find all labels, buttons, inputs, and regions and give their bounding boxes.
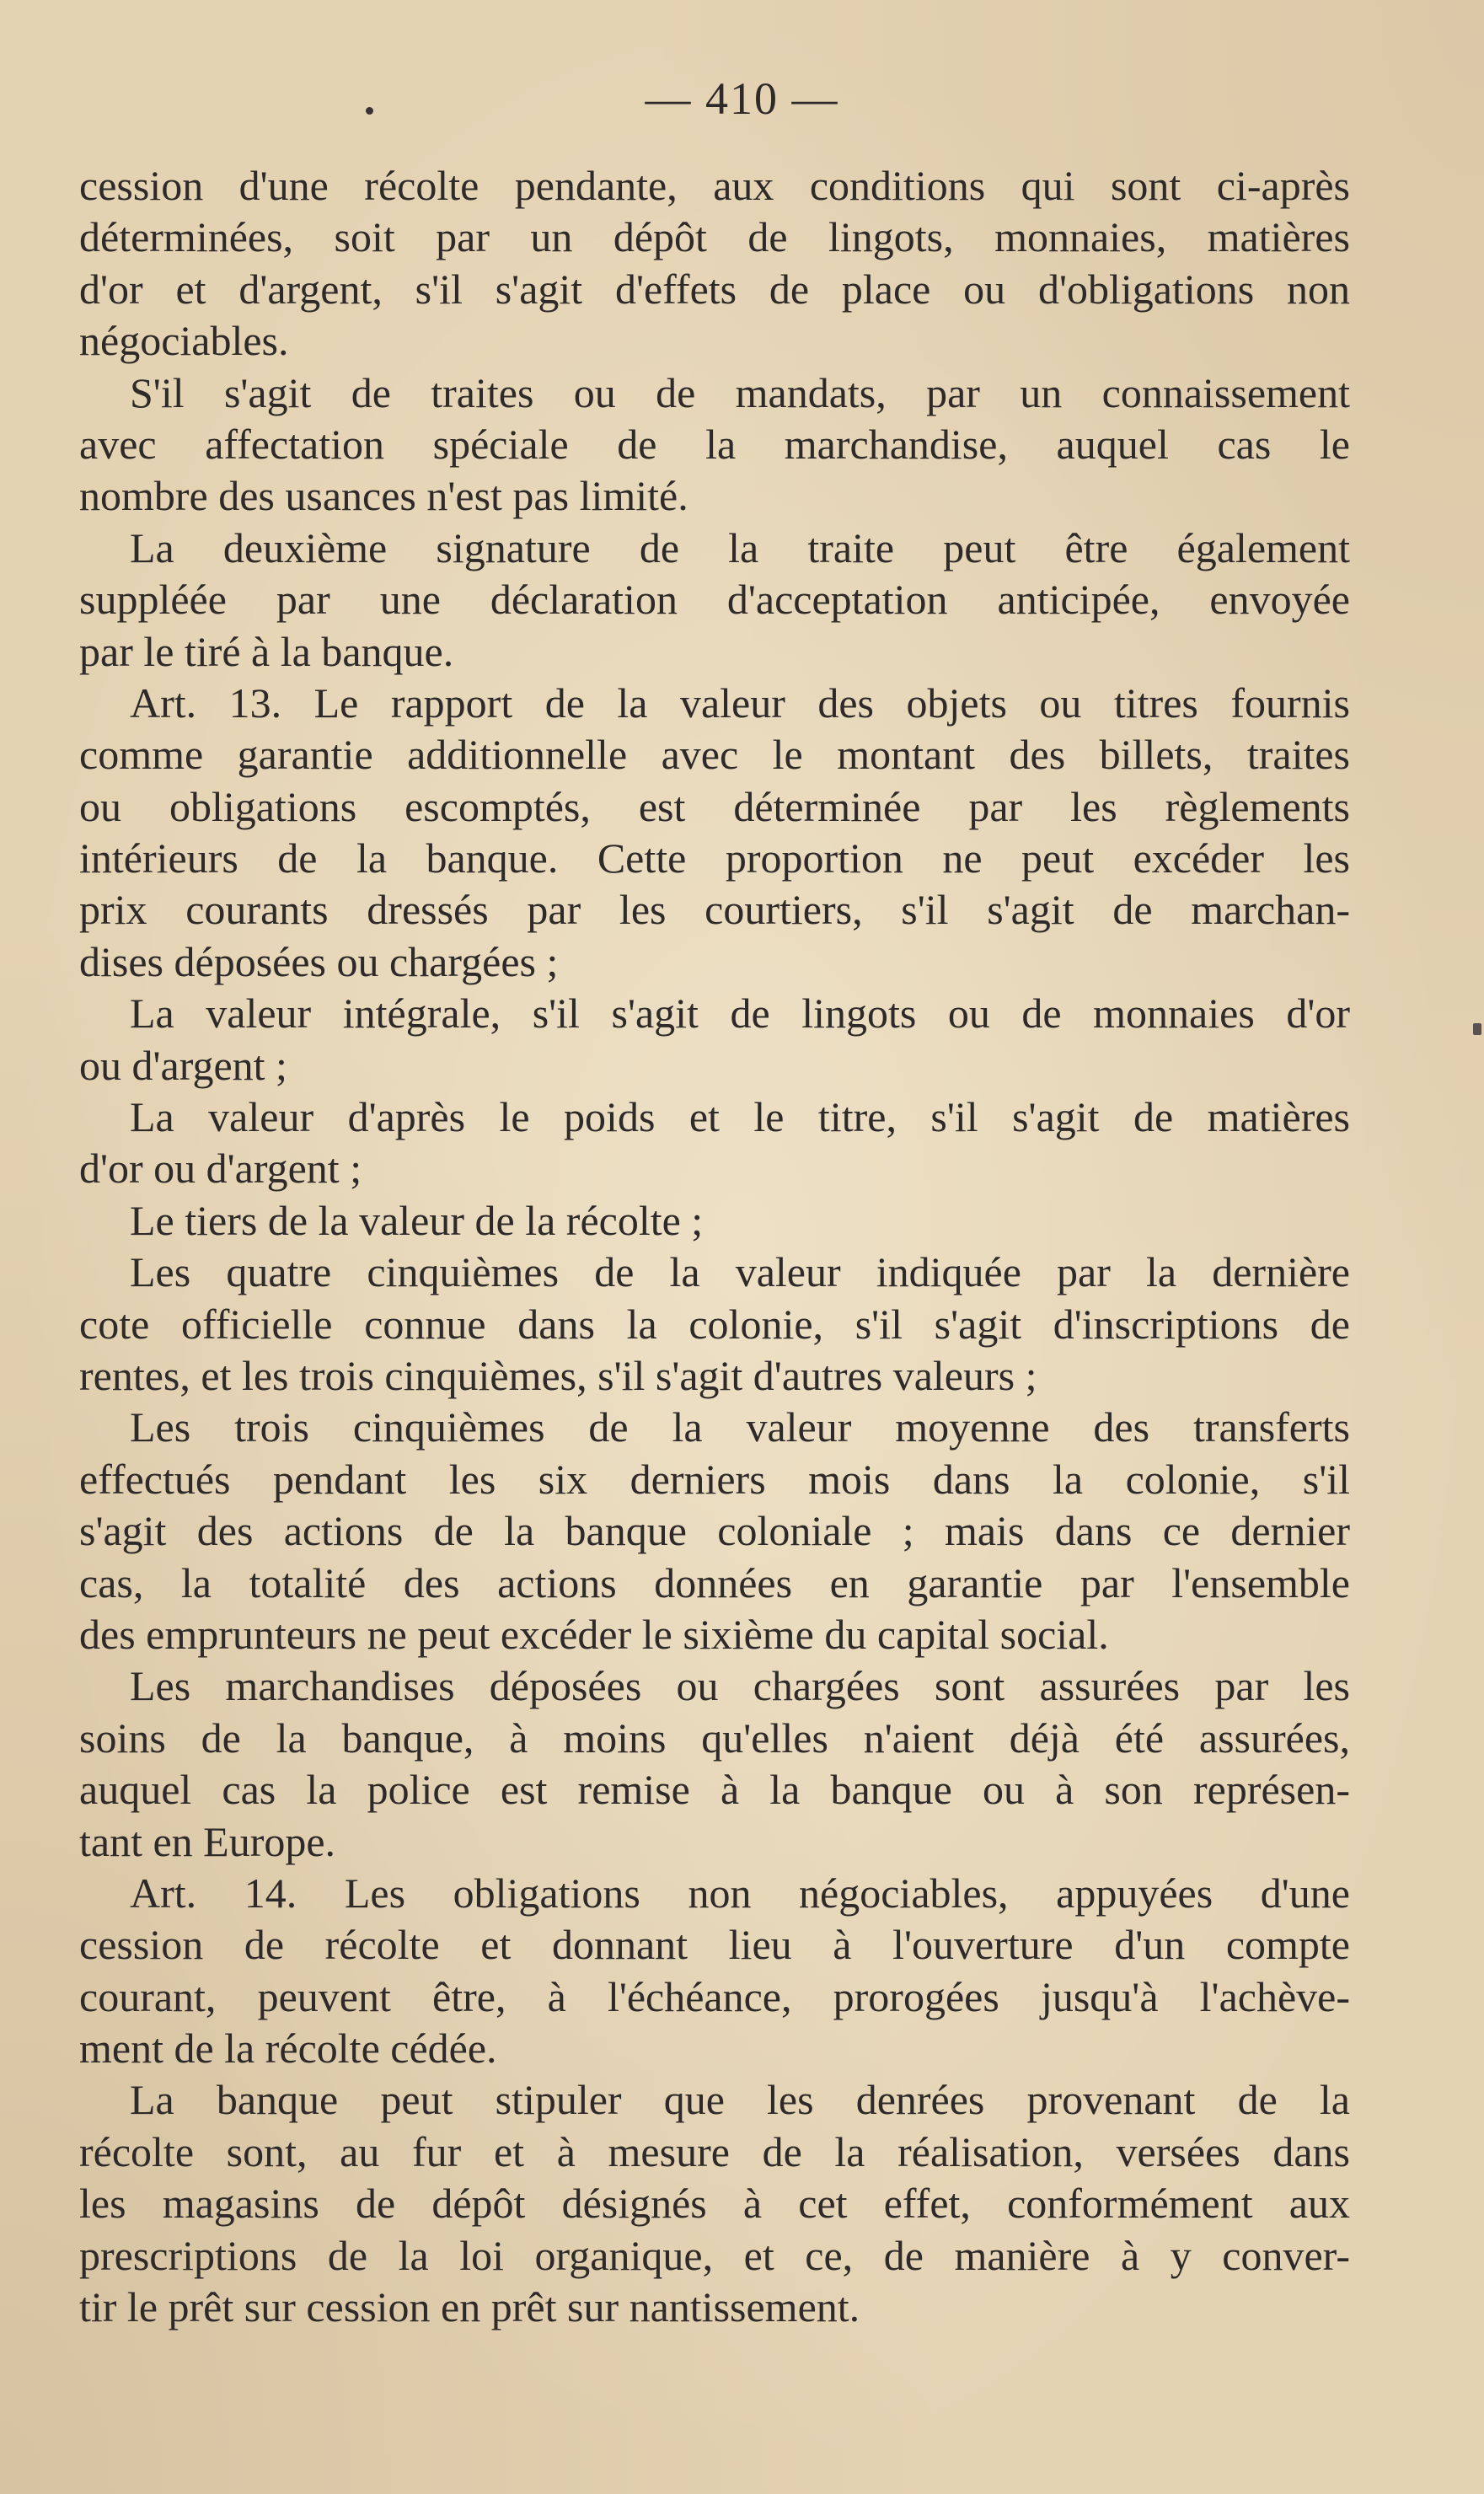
text-line: La valeur d'après le poids et le titre, s'il s'agit de matières (130, 1093, 1350, 1141)
ink-speck (366, 107, 373, 115)
text-line: La valeur intégrale, s'il s'agit de lingots ou de monnaies d'or (130, 990, 1350, 1038)
text-line: suppléée par une déclaration d'acceptation anticipée, envoyée (79, 576, 1350, 624)
text-line: par le tiré à la banque. (79, 627, 454, 675)
text-line: Art. 13. Le rapport de la valeur des objets ou titres fournis (130, 678, 1350, 727)
text-line: comme garantie additionnelle avec le montant des billets, traites (79, 731, 1350, 779)
text-line: d'or ou d'argent ; (79, 1145, 362, 1193)
text-line: soins de la banque, à moins qu'elles n'aient déjà été assurées, (79, 1714, 1350, 1762)
text-line: Le tiers de la valeur de la récolte ; (130, 1196, 704, 1244)
text-line: S'il s'agit de traites ou de mandats, par un connaissement (130, 368, 1350, 416)
text-line: d'or et d'argent, s'il s'agit d'effets de place ou d'obligations non (79, 265, 1350, 313)
text-line: ou d'argent ; (79, 1041, 287, 1089)
text-line: La banque peut stipuler que les denrées provenant de la (130, 2076, 1350, 2124)
text-line: nombre des usances n'est pas limité. (79, 472, 688, 520)
text-line: prix courants dressés par les courtiers, s'il s'agit de marchan- (79, 886, 1350, 934)
text-line: auquel cas la police est remise à la banque ou à son représen- (79, 1766, 1350, 1814)
text-line: courant, peuvent être, à l'échéance, prorogées jusqu'à l'achève- (79, 1972, 1350, 2020)
text-line: des emprunteurs ne peut excéder le sixième du capital social. (79, 1610, 1109, 1658)
text-line: les magasins de dépôt désignés à cet effet, conformément aux (79, 2180, 1350, 2228)
text-line: Les marchandises déposées ou chargées sont assurées par les (130, 1662, 1350, 1710)
text-line: tir le prêt sur cession en prêt sur nantissement. (79, 2283, 860, 2331)
margin-ink-mark (1473, 1023, 1481, 1035)
text-line: dises déposées ou chargées ; (79, 937, 559, 985)
text-line: s'agit des actions de la banque coloniale ; mais dans ce dernier (79, 1507, 1350, 1555)
text-line: cession de récolte et donnant lieu à l'ouverture d'un compte (79, 1921, 1350, 1969)
text-line: ou obligations escomptés, est déterminée par les règlements (79, 782, 1350, 830)
text-line: prescriptions de la loi organique, et ce, de manière à y conver- (79, 2231, 1350, 2279)
text-line: intérieurs de la banque. Cette proportion ne peut excéder les (79, 834, 1350, 882)
text-line: déterminées, soit par un dépôt de lingots, monnaies, matières (79, 213, 1350, 261)
text-line: Les trois cinquièmes de la valeur moyenne des transferts (130, 1403, 1350, 1451)
page-number-header: — 410 — (645, 73, 839, 124)
body-text (79, 160, 1350, 2333)
text-line: cession d'une récolte pendante, aux conditions qui sont ci-après (79, 162, 1350, 209)
text-line: négociables. (79, 317, 289, 365)
text-line: Les quatre cinquièmes de la valeur indiquée par la dernière (130, 1248, 1350, 1296)
text-line: La deuxième signature de la traite peut être également (130, 523, 1350, 571)
text-line: cas, la totalité des actions données en garantie par l'ensemble (79, 1558, 1350, 1606)
text-line: rentes, et les trois cinquièmes, s'il s'agit d'autres valeurs ; (79, 1351, 1037, 1399)
text-line: Art. 14. Les obligations non négociables, appuyées d'une (130, 1869, 1350, 1917)
text-line: tant en Europe. (79, 1817, 336, 1865)
text-line: effectués pendant les six derniers mois dans la colonie, s'il (79, 1455, 1350, 1503)
text-line: cote officielle connue dans la colonie, s'il s'agit d'inscriptions de (79, 1300, 1350, 1348)
text-line: avec affectation spéciale de la marchandise, auquel cas le (79, 420, 1350, 468)
text-line: ment de la récolte cédée. (79, 2025, 497, 2073)
text-line: récolte sont, au fur et à mesure de la réalisation, versées dans (79, 2127, 1350, 2175)
